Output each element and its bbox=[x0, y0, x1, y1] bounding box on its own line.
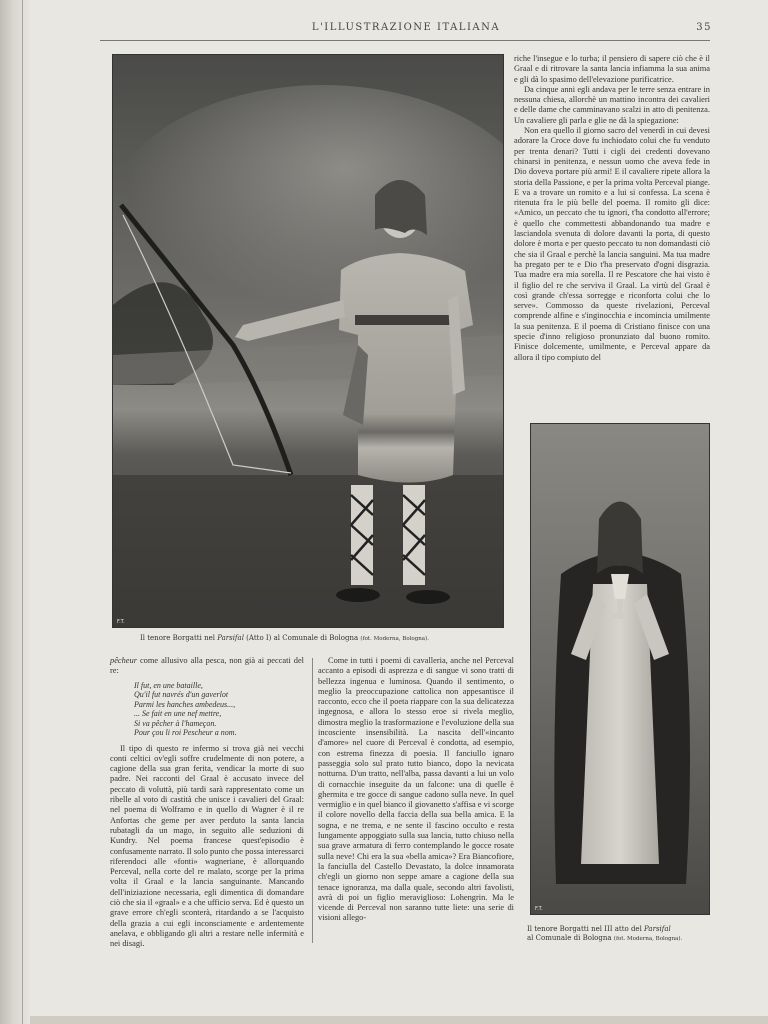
caption-credit: (fot. Moderna, Bologna). bbox=[613, 936, 683, 942]
left-text-column bbox=[110, 656, 304, 950]
photo-borgatti-act1-image bbox=[113, 55, 503, 627]
verse-line: ... Se fait en une nef mettre, bbox=[134, 709, 222, 719]
paragraph: Il tipo di questo re infermo si trova già nei vecchi conti celtici ov'egli soffre crudelmente di non potere, a cagione della sua gran ferita, vendicar la morte di suo padre. Nei racconti del Graal è accusato invece del peccato di voluttà, più tardi sarà rappresentato come un ribelle al voto di castità che unisce i cavalieri del Graal: nel poema di Wolframo e in quello di Wagner è il re Anfortas che geme per aver perduto la santa lancia rubatagli da un mago, in seguito alle seduzioni di Kundry. Nel poema francese quest'episodio è confusamente narrato. Il solo punto che possa interessarci riferendoci alle «fonti» wagneriane, è allorquando Perceval, nella corte del re malato, scorge per la prima volta il Graal e la lancia sanguinante. Mancando dell'iniziazione necessaria, egli dimentica di domandare ciò che sia il «graal» e a che ufficio serva. Ed è questo un grave errore ch'egli sconterà, ritardando a se l'acquisto della grazia a cui egli inconsciamente e ardentemente anelava, e obbligando gli altri a restare nelle infermità e nei disagi. bbox=[110, 743, 304, 949]
binding-fold bbox=[22, 0, 23, 1024]
verse-line: Parmi les hanches ambedeus..., bbox=[134, 699, 236, 709]
column-divider bbox=[312, 658, 313, 943]
photo-borgatti-act1-caption bbox=[140, 634, 510, 644]
french-verse bbox=[134, 681, 304, 738]
caption-opera-title: Parsifal bbox=[644, 925, 671, 933]
paragraph: Non era quello il giorno sacro del venerdì in cui devesi adorare la Croce dove fu inchiodato colui che fu venduto per trenta denari? Tutti i cigli dei credenti dovevano chinarsi in penitenza, e nessun uomo che aveva fede in Dio doveva portare più armi! E il cavaliere ripete allora la storia della Passione, e per la prima volta Perceval piange. E va a trovare un romito e a lui si confessa. La scena è ritenuta fra le più belle del poema. Il romito gli dice: «Amico, un peccato che tu ignori, t'ha condotto all'errore; è quello che commettesti abbandonando tua madre e lasciandola svenuta di dolore davanti la porta, di questo dolore è morta e per questo peccato tu non domandasti ciò che sia il Graal e perchè la lancia sanguini. Ma tua madre ha pregato per te e Dio t'ha preservato d'ogni disgrazia. Tua madre era mia sorella. Il re Pescatore che hai visto è il figlio del re che serviva il Graal. La virtù del Graal è così grande ch'essa sorregge e riconforta colui che lo serve». Commosso da queste rivelazioni, Perceval comprende alfine e s'inginocchia e incomincia umilmente la sua penitenza. E il poema di Cristiano finisce con una specie d'inno religioso pronunziato dal buono romito. Finisce dolcemente, umilmente, e Perceval appare da allora il tipo compiuto del bbox=[514, 126, 710, 362]
verse-line: Qu'il fut navrés d'un gaverlot bbox=[134, 690, 229, 700]
paragraph-intro bbox=[110, 656, 304, 677]
verse-line: Pour çou li roi Pescheur a nom. bbox=[134, 728, 237, 738]
photo-signature: F.T. bbox=[535, 906, 543, 912]
verse-line: Il fut, en une bataille, bbox=[134, 680, 203, 690]
caption-text-end: (Atto I) al Comunale di Bologna bbox=[243, 634, 359, 642]
caption-opera-title: Parsifal bbox=[217, 634, 244, 642]
paragraph: Come in tutti i poemi di cavalleria, anche nel Perceval accanto a episodi di asprezza e di sangue vi sono tratti di bellezza ingenua e luminosa. Quando il sentimento, o meglio la preoccupazione cattolica non appesantisce il racconto, ecco che il poeta riappare con la sua delicatezza ingegnosa, e allora lo stesso eroe si rivela meglio, dimostra meglio la trasformazione e l'evoluzione della sua incosciente insensibilità. La nascita dell'«incanto d'amore» nel cuore di Perceval è condotta, ad esempio, con estrema finezza di poesia. Il fanciullo ignaro passeggia solo sul prato tutto bianco, dopo la nevicata notturna. D'un tratto, nell'alba, passa davanti a lui un volo di cornacchie inseguite da un falcone: una di quelle è ghermita e tre gocce di sangue cadono sulla neve. In quel vermiglio e in quel bianco il giovanetto s'affisa e vi scorge il colore novello della faccia della sua bella amica. E la sogna, e ne trema, e ne sente il fascino occulto e resta lungamente appoggiato sulla sua lancia, tutto chiuso nella sua grave armatura di ferro contemplando le gocce rosate sulla neve! Chi era la sua «bella amica»? Era Biancofiore, la fanciulla del Castello Devastato, la dolce innamorata ch'egli un giorno non seppe amare a cagione della sua tenace ignoranza, ma dalla quale, secondo altri favolisti, avrà di poi un figlio meraviglioso: Lohengrin. Ma le vicende di Perceval non saranno tutte liete: una serie di visioni allego- bbox=[318, 656, 514, 923]
magazine-title: L'ILLUSTRAZIONE ITALIANA bbox=[311, 22, 501, 33]
photo-signature: F.T. bbox=[117, 619, 125, 625]
photo-borgatti-act3-caption bbox=[527, 925, 717, 944]
page-number: 35 bbox=[696, 22, 712, 33]
photo-borgatti-act1 bbox=[112, 54, 504, 628]
caption-text: Il tenore Borgatti nel bbox=[140, 634, 218, 642]
photo-borgatti-act3-image bbox=[531, 424, 709, 914]
intro-italic-word: pêcheur bbox=[110, 656, 137, 665]
header-rule bbox=[100, 40, 710, 41]
caption-credit: (fot. Moderna, Bologna). bbox=[360, 636, 429, 642]
page-bottom-edge bbox=[30, 1016, 768, 1024]
middle-text-column bbox=[318, 656, 514, 924]
right-text-column bbox=[514, 54, 710, 363]
intro-text: come allusivo alla pesca, non già ai peccati del re: bbox=[110, 656, 304, 676]
page-binding bbox=[0, 0, 30, 1024]
caption-text-line2: al Comunale di Bologna bbox=[527, 934, 612, 942]
paragraph: riche l'insegue e lo turba; il pensiero di sapere ciò che è il Graal e di ritrovare la santa lancia infiamma la sua anima e gli dà lo spasimo dell'elevazione purificatrice. bbox=[514, 54, 710, 84]
page-header bbox=[100, 22, 712, 38]
verse-line: Si va pêcher à l'hameçon. bbox=[134, 718, 217, 728]
caption-text: Il tenore Borgatti nel III atto del bbox=[527, 925, 645, 933]
photo-borgatti-act3 bbox=[530, 423, 710, 915]
paragraph: Da cinque anni egli andava per le terre senza entrare in nessuna chiesa, allorchè un mattino incontra dei cavalieri e delle dame che camminavano scalzi in atto di penitenza. Un cavaliere gli parla e glie ne dà la spiegazione: bbox=[514, 84, 710, 125]
